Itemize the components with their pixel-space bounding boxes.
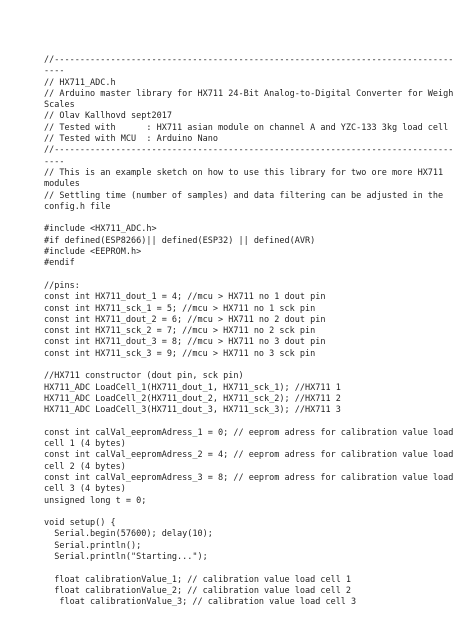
code-line: cell 2 (4 bytes) — [44, 461, 126, 472]
code-line: Serial.println(); — [44, 540, 142, 551]
code-line: Scales — [44, 100, 75, 111]
code-line: // Tested with : HX711 asian module on channel A and YZC-133 3kg load cell — [44, 122, 449, 133]
code-line: Serial.begin(57600); delay(10); — [44, 529, 213, 540]
blank-line — [44, 360, 436, 371]
code-line: unsigned long t = 0; — [44, 495, 147, 506]
blank-line — [44, 507, 436, 518]
code-line: const int calVal_eepromAdress_2 = 4; // eeprom adress for calibration value load — [44, 450, 454, 461]
code-line: const int calVal_eepromAdress_1 = 0; // eeprom adress for calibration value load — [44, 427, 454, 438]
code-line: const int HX711_dout_1 = 4; //mcu > HX711 no 1 dout pin — [44, 292, 326, 303]
code-line: ---- — [44, 156, 65, 167]
code-line: cell 3 (4 bytes) — [44, 484, 126, 495]
blank-line — [44, 213, 436, 224]
code-line: ---- — [44, 66, 65, 77]
blank-line — [44, 417, 436, 428]
code-line: HX711_ADC LoadCell_3(HX711_dout_3, HX711_sck_3); //HX711 3 — [44, 405, 341, 416]
code-line: const int calVal_eepromAdress_3 = 8; // eeprom adress for calibration value load — [44, 472, 454, 483]
code-line: // Settling time (number of samples) and data filtering can be adjusted in the — [44, 190, 444, 201]
code-line: config.h file — [44, 201, 111, 212]
code-line: HX711_ADC LoadCell_1(HX711_dout_1, HX711_sck_1); //HX711 1 — [44, 382, 341, 393]
code-line: //HX711 constructor (dout pin, sck pin) — [44, 371, 244, 382]
code-line: HX711_ADC LoadCell_2(HX711_dout_2, HX711_sck_2); //HX711 2 — [44, 393, 341, 404]
code-line: #include <EEPROM.h> — [44, 247, 142, 258]
code-line: const int HX711_sck_1 = 5; //mcu > HX711 no 1 sck pin — [44, 303, 316, 314]
code-line: float calibrationValue_1; // calibration value load cell 1 — [44, 574, 352, 585]
code-line: const int HX711_dout_3 = 8; //mcu > HX711 no 3 dout pin — [44, 337, 326, 348]
code-line: const int HX711_sck_2 = 7; //mcu > HX711 no 2 sck pin — [44, 326, 316, 337]
code-line: // Arduino master library for HX711 24-Bit Analog-to-Digital Converter for Weigh — [44, 88, 454, 99]
code-line: // HX711_ADC.h — [44, 77, 116, 88]
code-line: modules — [44, 179, 80, 190]
code-listing — [44, 55, 454, 609]
code-line: // This is an example sketch on how to use this library for two ore more HX711 — [44, 167, 444, 178]
blank-line — [44, 563, 436, 574]
code-line: void setup() { — [44, 518, 116, 529]
code-line: //pins: — [44, 280, 80, 291]
code-line: #include <HX711_ADC.h> — [44, 224, 157, 235]
code-line: cell 1 (4 bytes) — [44, 439, 126, 450]
code-line: #if defined(ESP8266)|| defined(ESP32) || defined(AVR) — [44, 235, 316, 246]
code-line: const int HX711_dout_2 = 6; //mcu > HX711 no 2 dout pin — [44, 314, 326, 325]
code-line: #endif — [44, 258, 75, 269]
code-line: float calibrationValue_3; // calibration value load cell 3 — [44, 597, 357, 608]
code-line: // Olav Kallhovd sept2017 — [44, 111, 172, 122]
code-line: //------------------------------------------------------------------------------ — [44, 145, 454, 156]
blank-line — [44, 270, 436, 281]
code-line: // Tested with MCU : Arduino Nano — [44, 134, 218, 145]
code-line: //------------------------------------------------------------------------------ — [44, 55, 454, 65]
code-line: const int HX711_sck_3 = 9; //mcu > HX711 no 3 sck pin — [44, 348, 316, 359]
code-line: float calibrationValue_2; // calibration value load cell 2 — [44, 585, 352, 596]
code-line: Serial.println("Starting..."); — [44, 552, 208, 563]
